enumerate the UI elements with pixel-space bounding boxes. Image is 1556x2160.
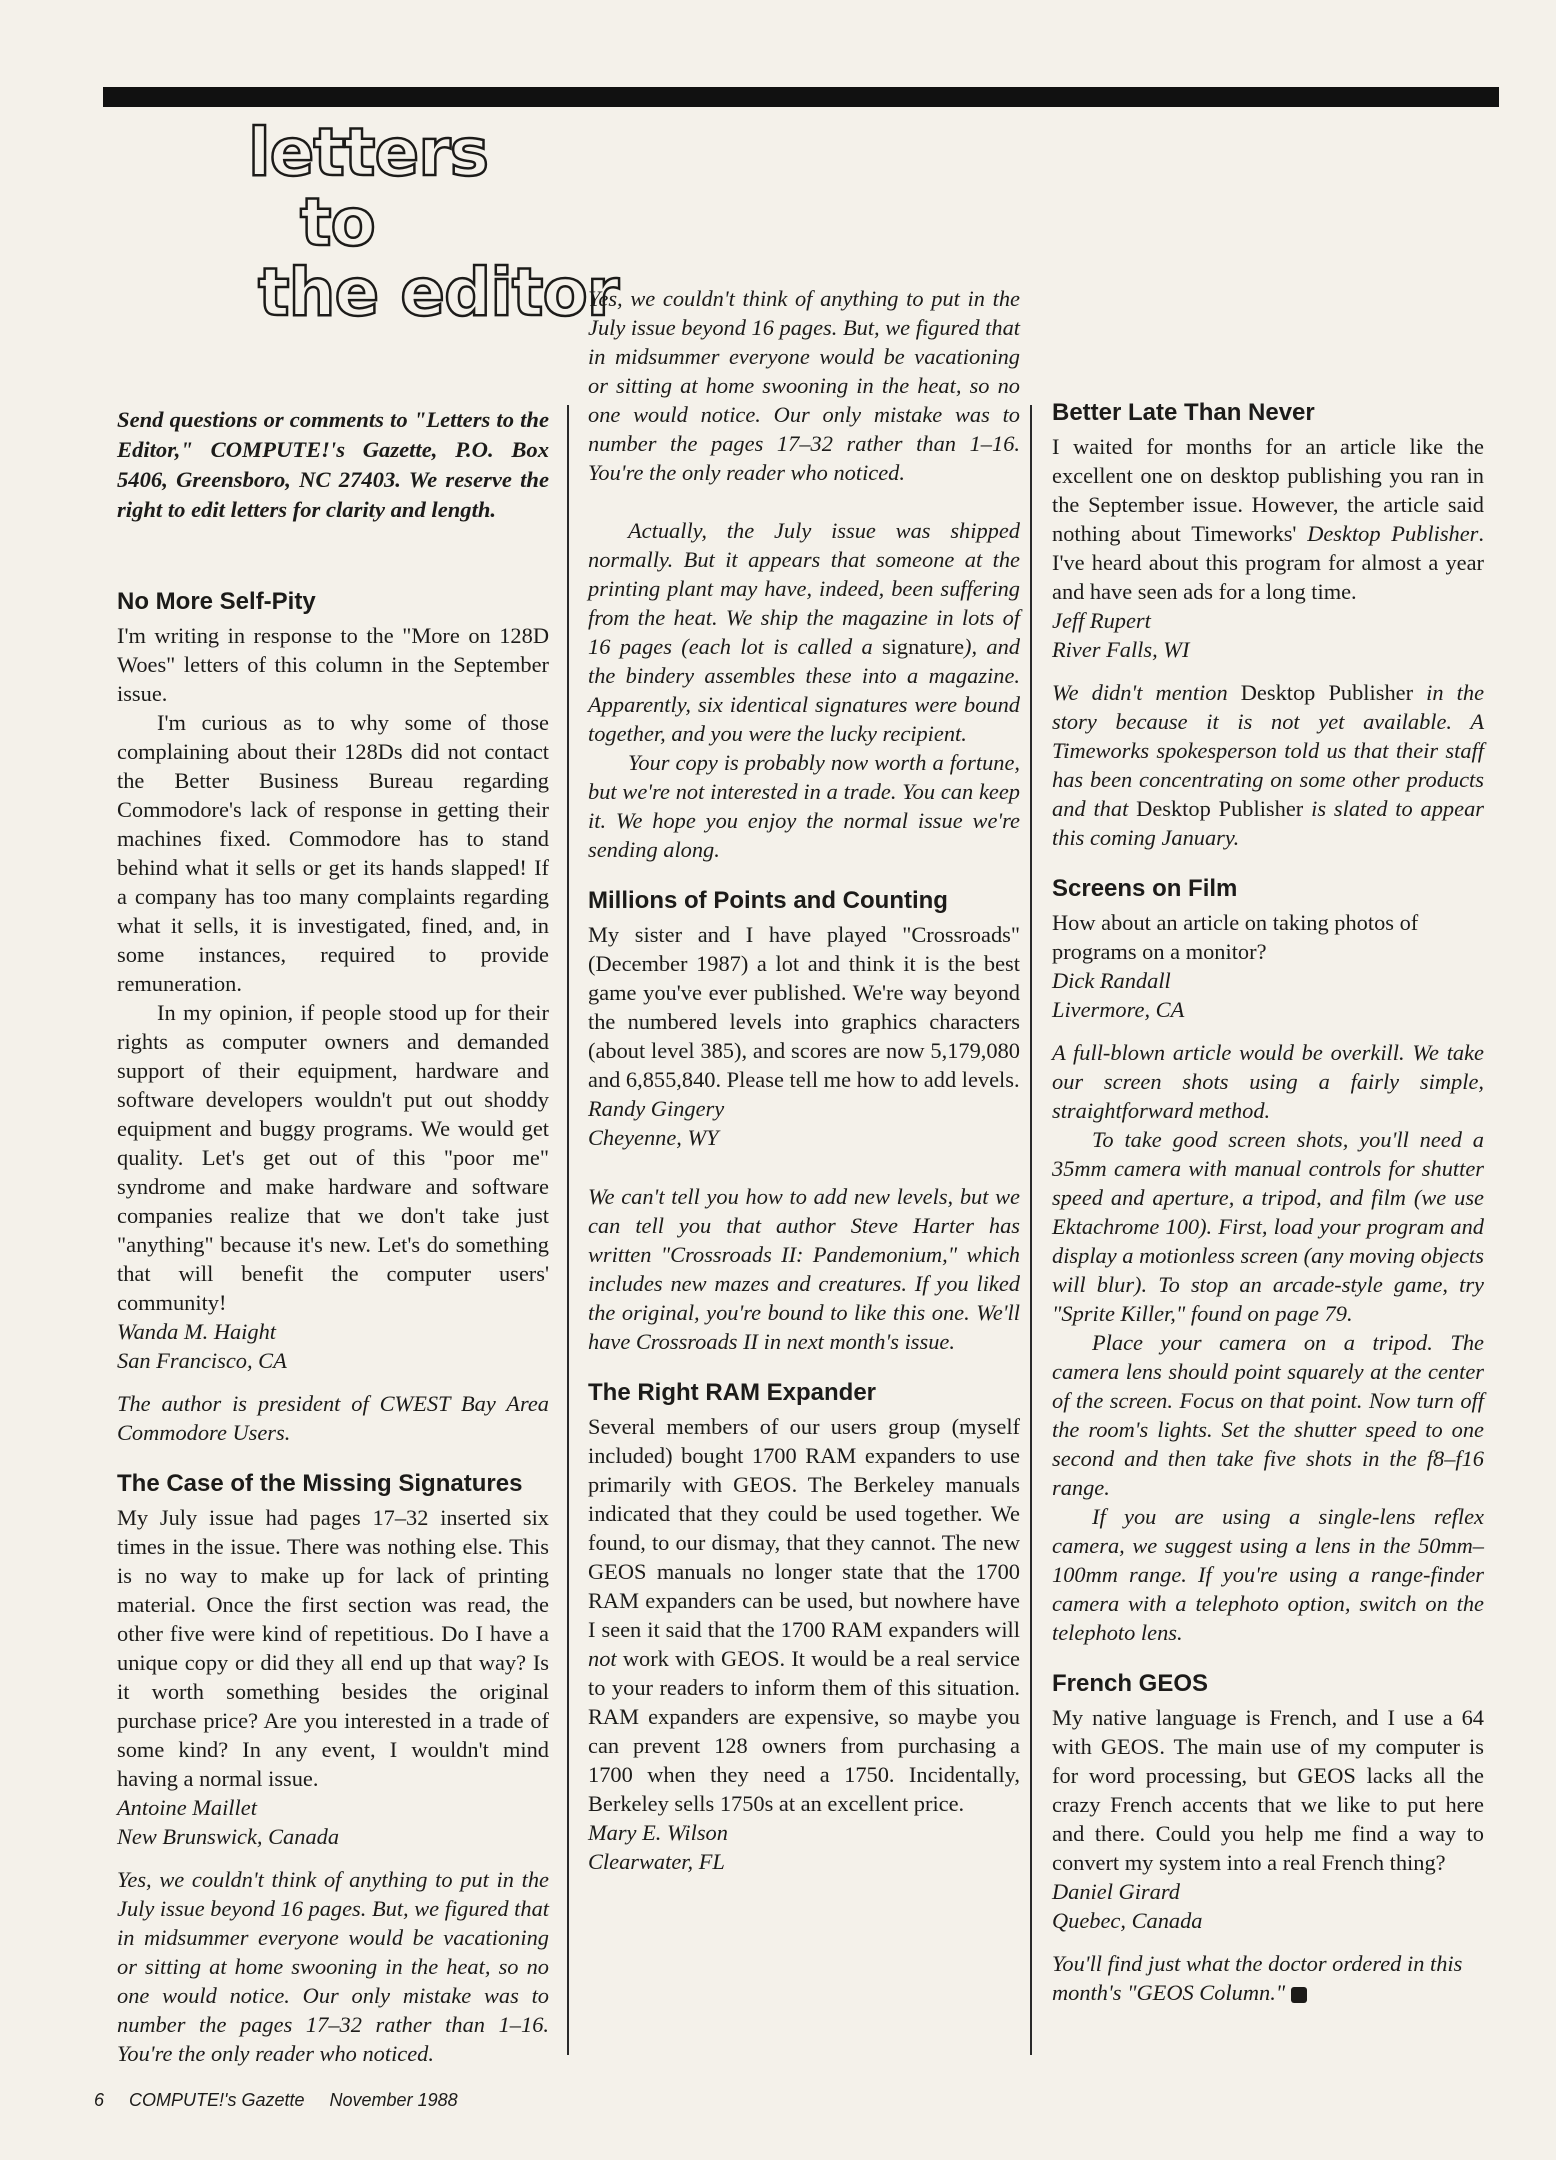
heading-better-late: Better Late Than Never xyxy=(1052,399,1315,426)
signature-place: Quebec, Canada xyxy=(1052,1908,1203,1933)
heading-millions-of-points: Millions of Points and Counting xyxy=(588,887,948,914)
signature-name: Jeff Rupert xyxy=(1052,608,1151,633)
masthead-line-to: to xyxy=(300,184,375,261)
editor-reply xyxy=(1052,1949,1484,2007)
signature-name: Antoine Maillet xyxy=(117,1795,257,1820)
heading-screens-on-film: Screens on Film xyxy=(1052,875,1238,902)
letter-paragraph: My native language is French, and I use a 64 with GEOS. The main use of my computer is for word processing, but GEOS lacks all the crazy French accents that we like to put here and there. Could you help me find a way to convert my system into a real French thing? xyxy=(1052,1705,1484,1875)
signature-name: Wanda M. Haight xyxy=(117,1319,277,1344)
reply-term: signature xyxy=(881,634,965,659)
letter-paragraph xyxy=(1052,432,1484,606)
masthead-line-letters: letters xyxy=(248,114,489,191)
editor-reply-part1: Yes, we couldn't think of anything to put in the July issue beyond 16 pages. But, we figured that in midsummer everyone would be vacationing or sitting at home swooning in the heat, so no one would notice. Our only mistake was to number the pages 17–32 rather than 1–16. You're the only reader who noticed. xyxy=(117,1867,549,2066)
page-footer xyxy=(94,2090,478,2111)
editor-reply: The author is president of CWEST Bay Area Commodore Users. xyxy=(117,1391,549,1445)
editor-reply: Place your camera on a tripod. The camera lens should point squarely at the center of the screen. Focus on that point. Now turn off the room's lights. Set the shutter speed to one second and then take five shots in the f8–f16 range. xyxy=(1052,1330,1484,1500)
signature-name: Randy Gingery xyxy=(588,1096,725,1121)
reply-text: ), and the bindery assembles these into a magazine. Apparently, six identical signatures were bound together, and you were the lucky recipient. xyxy=(588,634,1020,746)
heading-no-more-self-pity: No More Self-Pity xyxy=(117,588,316,615)
letter-text: I waited for months for an article like the excellent one on desktop publishing you ran in the September issue. However, the article said nothing about Timeworks' xyxy=(1052,434,1484,546)
signature-place: Clearwater, FL xyxy=(588,1849,725,1874)
editor-reply: A full-blown article would be overkill. We take our screen shots using a fairly simple, straightforward method. xyxy=(1052,1040,1484,1123)
reply-text: is slated to appear this coming January. xyxy=(1052,796,1484,850)
reply-text: You'll find just what the doctor ordered in this month's "GEOS Column." xyxy=(1052,1951,1463,2005)
editor-reply xyxy=(588,516,1020,748)
heading-right-ram-expander: The Right RAM Expander xyxy=(588,1379,877,1406)
signature-place: San Francisco, CA xyxy=(117,1348,287,1373)
column-rule-1 xyxy=(567,405,569,2055)
masthead-line-the-editor: the editor xyxy=(258,254,619,331)
reply-text: Actually, the July issue was shipped normally. But it appears that someone at the printing plant may have, indeed, been suffering from the heat. We ship the magazine in lots of 16 pages (each lot is called a xyxy=(588,518,1020,659)
reply-text: in the story because it is not yet available. A Timeworks spokesperson told us that their staff has been concentrating on some other products and that xyxy=(1052,680,1485,821)
column-3 xyxy=(1052,398,1484,2007)
magazine-name: COMPUTE!'s Gazette xyxy=(129,2090,305,2110)
letter-text: . I've heard about this program for almost a year and have seen ads for a long time. xyxy=(1052,521,1484,604)
reply-term: Desktop Publisher xyxy=(1240,680,1414,705)
emphasis-text: Desktop Publisher xyxy=(1307,521,1479,546)
page-number: 6 xyxy=(94,2090,105,2110)
letter-paragraph xyxy=(588,1412,1020,1818)
signature-name: Dick Randall xyxy=(1052,968,1171,993)
signature-name: Mary E. Wilson xyxy=(588,1820,728,1845)
letter-paragraph: I'm curious as to why some of those complaining about their 128Ds did not contact the Better Business Bureau regarding Commodore's lack of response in getting their machines fixed. Commodore has to stand behind what it sells or get its hands slapped! If a company has too many complaints regarding what it sells, it is investigated, fined, and, in some instances, required to provide remuneration. xyxy=(117,710,549,996)
editor-reply xyxy=(1052,678,1484,852)
editor-reply: We can't tell you how to add new levels, but we can tell you that author Steve Harter has written "Crossroads II: Pandemonium," which includes new mazes and creatures. If you liked the original, you're bound to like this one. We'll have Crossroads II in next month's issue. xyxy=(588,1184,1020,1354)
letter-paragraph: How about an article on taking photos of programs on a monitor? xyxy=(1052,910,1419,964)
editor-reply: Your copy is probably now worth a fortune, but we're not interested in a trade. You can keep it. We hope you enjoy the normal issue we're sending along. xyxy=(588,750,1020,862)
top-rule-bar xyxy=(103,87,1499,107)
column-1 xyxy=(117,405,549,2066)
editor-reply: If you are using a single-lens reflex camera, we suggest using a lens in the 50mm–100mm range. If you're using a range-finder camera with a telephoto option, switch on the telephoto lens. xyxy=(1052,1504,1484,1645)
emphasis-text: not xyxy=(588,1646,617,1671)
reply-text: We didn't mention xyxy=(1052,680,1241,705)
signature-place: River Falls, WI xyxy=(1052,637,1190,662)
editor-reply: To take good screen shots, you'll need a 35mm camera with manual controls for shutter speed and aperture, a tripod, and film (we use Ektachrome 100). First, load your program and display a motionless screen (any moving objects will blur). To stop an arcade-style game, try "Sprite Killer," found on page 79. xyxy=(1052,1127,1484,1326)
signature-place: Cheyenne, WY xyxy=(588,1125,719,1150)
intro-text: Send questions or comments to "Letters to the Editor," COMPUTE!'s Gazette, P.O. Box 5406, Greensboro, NC 27403. We reserve the right to edit letters for clarity and length. xyxy=(117,407,549,522)
editor-reply-continued: Yes, we couldn't think of anything to put in the July issue beyond 16 pages. But, we figured that in midsummer everyone would be vacationing or sitting at home swooning in the heat, so no one would notice. Our only mistake was to number the pages 17–32 rather than 1–16. You're the only reader who noticed. xyxy=(588,286,1020,485)
letter-text: work with GEOS. It would be a real service to your readers to inform them of this situation. RAM expanders are expensive, so maybe you can prevent 128 owners from purchasing a 1700 when they need a 1750. Incidentally, Berkeley sells 1750s at an excellent price. xyxy=(588,1646,1020,1816)
heading-french-geos: French GEOS xyxy=(1052,1670,1209,1697)
column-2 xyxy=(588,286,1020,1876)
letter-paragraph: In my opinion, if people stood up for their rights as computer owners and demanded support of their equipment, hardware and software developers wouldn't put out shoddy equipment and buggy programs. We would get quality. Let's get out of this "poor me" syndrome and make hardware and software companies realize that we don't take just "anything" because it's new. Let's do something that will benefit the computer users' community! xyxy=(117,1000,549,1315)
letter-paragraph: My July issue had pages 17–32 inserted six times in the issue. There was nothing else. This is no way to make up for lack of printing material. Once the first section was read, the other five were kind of repetitious. Do I have a unique copy or did they all end up that way? Is it worth something besides the original purchase price? Are you interested in a trade of some kind? In any event, I wouldn't mind having a normal issue. xyxy=(117,1505,549,1791)
signature-place: Livermore, CA xyxy=(1052,997,1185,1022)
letter-paragraph: My sister and I have played "Crossroads" (December 1987) a lot and think it is the best game you've ever published. We're way beyond the numbered levels into graphics characters (about level 385), and scores are now 5,179,080 and 6,855,840. Please tell me how to add levels. xyxy=(588,922,1020,1092)
end-of-article-icon xyxy=(1291,1987,1307,2003)
signature-place: New Brunswick, Canada xyxy=(117,1824,340,1849)
letter-paragraph: I'm writing in response to the "More on 128D Woes" letters of this column in the September issue. xyxy=(117,623,549,706)
column-rule-2 xyxy=(1030,405,1032,2055)
issue-date: November 1988 xyxy=(329,2090,458,2110)
reply-term: Desktop Publisher xyxy=(1136,796,1304,821)
letter-text: Several members of our users group (myself included) bought 1700 RAM expanders to use primarily with GEOS. The Berkeley manuals indicated that they could be used together. We found, to our dismay, that they cannot. The new GEOS manuals no longer state that the 1700 RAM expanders can be used, but nowhere have I seen it said that the 1700 RAM expanders will xyxy=(588,1414,1020,1642)
heading-missing-signatures: The Case of the Missing Signatures xyxy=(117,1470,523,1497)
signature-name: Daniel Girard xyxy=(1052,1879,1180,1904)
reply-continuation xyxy=(588,286,1020,516)
